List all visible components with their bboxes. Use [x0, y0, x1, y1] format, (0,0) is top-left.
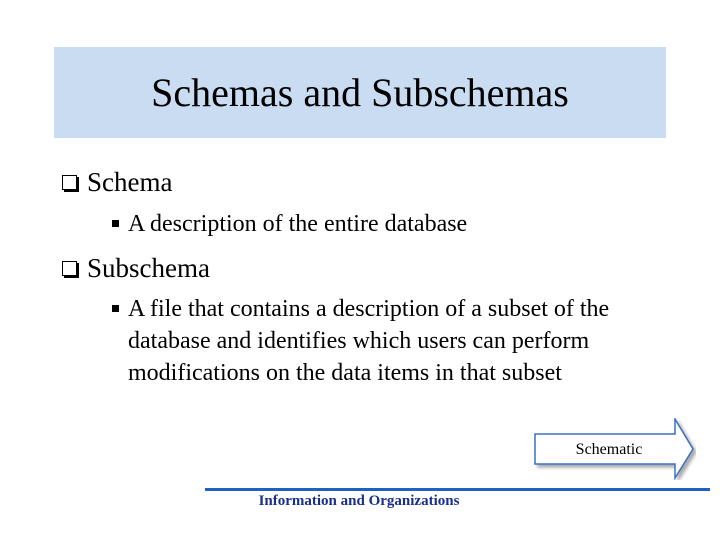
- title-banner: [54, 47, 666, 138]
- sub-bullet-subschema: [112, 293, 660, 389]
- slide-title: Schemas and Subschemas: [151, 70, 569, 115]
- hollow-square-bullet-icon: [62, 261, 77, 276]
- schematic-label: Schematic: [575, 441, 643, 458]
- schematic-arrow-button[interactable]: [534, 418, 696, 480]
- sub-bullet-schema: [112, 208, 672, 240]
- bullet-label: Schema: [87, 167, 173, 197]
- bullet-label: Subschema: [87, 253, 210, 283]
- footer-divider: [205, 488, 710, 491]
- footer-caption: Information and Organizations: [258, 493, 460, 509]
- sub-bullet-text: A file that contains a description of a subset of the database and identifies which users can perform modifications on the data items in that subset: [128, 296, 610, 386]
- bullet-subschema: [62, 252, 210, 284]
- filled-square-bullet-icon: [112, 220, 119, 227]
- filled-square-bullet-icon: [112, 305, 119, 312]
- bullet-schema: [62, 166, 172, 198]
- sub-bullet-text: A description of the entire database: [128, 211, 468, 237]
- hollow-square-bullet-icon: [62, 175, 77, 190]
